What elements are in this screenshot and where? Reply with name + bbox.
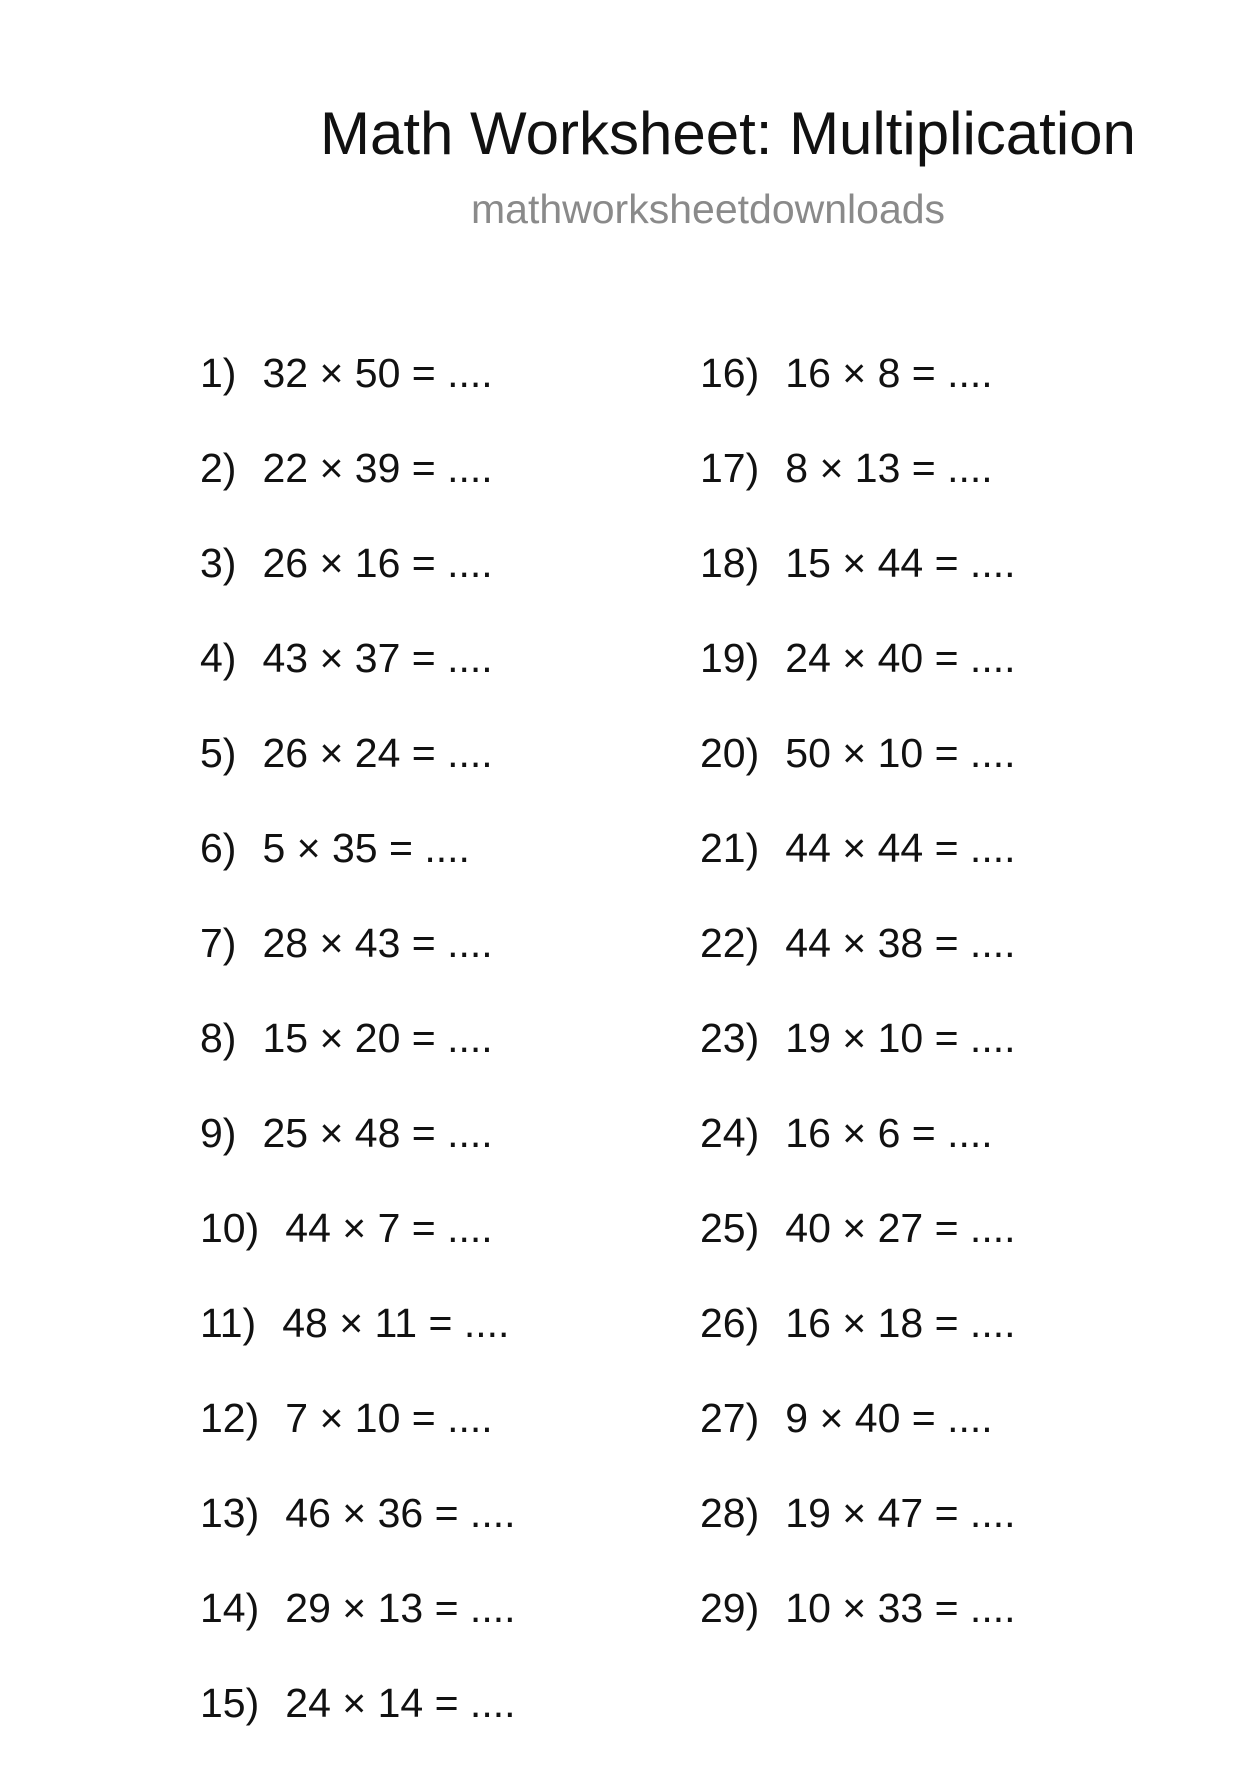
problem-item (700, 1013, 1016, 1108)
page-title: Math Worksheet: Multiplication (320, 100, 1136, 167)
problem-item (700, 1298, 1016, 1393)
problem-expression: 50 × 10 = .... (785, 730, 1016, 776)
problem-number: 17) (700, 445, 760, 491)
problem-item (200, 1298, 516, 1393)
problem-number: 21) (700, 825, 760, 871)
problem-expression: 28 × 43 = .... (262, 920, 493, 966)
problem-expression: 44 × 7 = .... (285, 1205, 493, 1251)
problem-number: 24) (700, 1110, 760, 1156)
problem-expression: 10 × 33 = .... (785, 1585, 1016, 1631)
problem-number: 5) (200, 730, 237, 776)
problem-expression: 8 × 13 = .... (785, 445, 993, 491)
problem-expression: 43 × 37 = .... (262, 635, 493, 681)
problem-number: 7) (200, 920, 237, 966)
problem-number: 16) (700, 350, 760, 396)
problem-number: 19) (700, 635, 760, 681)
problem-expression: 22 × 39 = .... (262, 445, 493, 491)
problem-expression: 24 × 14 = .... (285, 1680, 516, 1726)
problem-item (700, 918, 1016, 1013)
problem-expression: 48 × 11 = .... (282, 1300, 510, 1346)
page-subtitle: mathworksheetdownloads (471, 186, 946, 232)
problem-item (700, 1583, 1016, 1678)
problem-item (700, 1203, 1016, 1298)
problem-expression: 16 × 6 = .... (785, 1110, 993, 1156)
problem-number: 14) (200, 1585, 260, 1631)
problem-expression: 32 × 50 = .... (262, 350, 493, 396)
problem-item (700, 443, 1016, 538)
problem-number: 2) (200, 445, 237, 491)
problem-expression: 9 × 40 = .... (785, 1395, 993, 1441)
problem-expression: 44 × 38 = .... (785, 920, 1016, 966)
problem-number: 22) (700, 920, 760, 966)
problem-expression: 16 × 8 = .... (785, 350, 993, 396)
problem-expression: 24 × 40 = .... (785, 635, 1016, 681)
problem-item (200, 918, 516, 1013)
problem-item (700, 1108, 1016, 1203)
problem-expression: 46 × 36 = .... (285, 1490, 516, 1536)
problem-expression: 7 × 10 = .... (285, 1395, 493, 1441)
problem-item (700, 823, 1016, 918)
problem-number: 23) (700, 1015, 760, 1061)
problem-expression: 29 × 13 = .... (285, 1585, 516, 1631)
problem-number: 29) (700, 1585, 760, 1631)
problem-expression: 5 × 35 = .... (262, 825, 470, 871)
problem-item (200, 1678, 516, 1773)
problem-expression: 16 × 18 = .... (785, 1300, 1016, 1346)
problem-item (200, 728, 516, 823)
problem-expression: 19 × 10 = .... (785, 1015, 1016, 1061)
problem-number: 4) (200, 635, 237, 681)
problem-number: 10) (200, 1205, 260, 1251)
problem-expression: 19 × 47 = .... (785, 1490, 1016, 1536)
problem-item (200, 443, 516, 538)
problem-item (200, 1108, 516, 1203)
problem-item (200, 1203, 516, 1298)
problem-expression: 26 × 16 = .... (262, 540, 493, 586)
problem-item (700, 348, 1016, 443)
problem-expression: 25 × 48 = .... (262, 1110, 493, 1156)
problem-number: 12) (200, 1395, 260, 1441)
problem-number: 8) (200, 1015, 237, 1061)
problem-expression: 15 × 44 = .... (785, 540, 1016, 586)
problem-item (700, 538, 1016, 633)
problem-item (200, 348, 516, 443)
problem-number: 25) (700, 1205, 760, 1251)
problem-number: 1) (200, 350, 237, 396)
problem-item (200, 1583, 516, 1678)
problem-number: 18) (700, 540, 760, 586)
problem-expression: 40 × 27 = .... (785, 1205, 1016, 1251)
problem-number: 11) (200, 1300, 257, 1346)
problem-number: 20) (700, 730, 760, 776)
problem-column-right (700, 348, 1016, 1678)
problem-number: 15) (200, 1680, 260, 1726)
problem-item (200, 1013, 516, 1108)
problem-item (200, 633, 516, 728)
problem-item (700, 633, 1016, 728)
problem-number: 13) (200, 1490, 260, 1536)
problem-item (200, 1488, 516, 1583)
problem-item (200, 823, 516, 918)
problem-expression: 44 × 44 = .... (785, 825, 1016, 871)
problem-expression: 15 × 20 = .... (262, 1015, 493, 1061)
problem-item (700, 728, 1016, 823)
problem-item (200, 538, 516, 633)
problem-item (700, 1393, 1016, 1488)
problem-number: 26) (700, 1300, 760, 1346)
problem-number: 9) (200, 1110, 237, 1156)
problem-item (200, 1393, 516, 1488)
problem-number: 3) (200, 540, 237, 586)
problem-item (700, 1488, 1016, 1583)
problem-column-left (200, 348, 516, 1773)
problem-number: 28) (700, 1490, 760, 1536)
problem-number: 27) (700, 1395, 760, 1441)
problem-expression: 26 × 24 = .... (262, 730, 493, 776)
problem-number: 6) (200, 825, 237, 871)
